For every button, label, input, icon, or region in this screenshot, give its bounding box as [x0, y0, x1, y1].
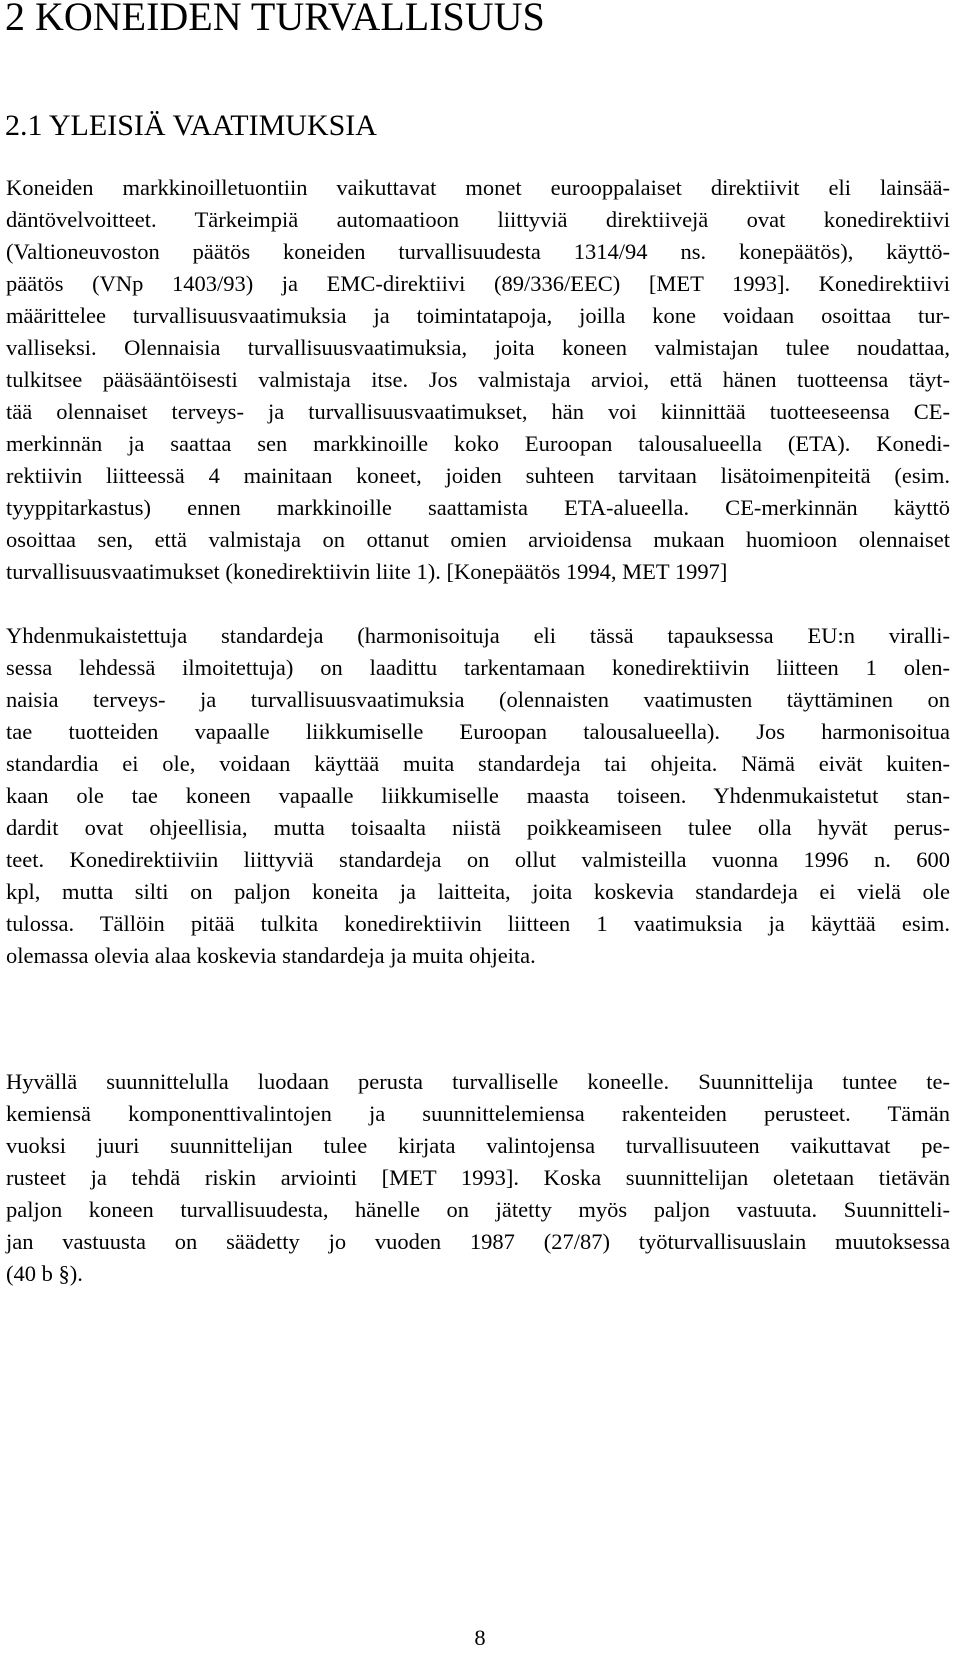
text-line: kpl, mutta silti on paljon koneita ja laitteita, joita koskevia standardeja ei vielä ole — [6, 879, 950, 904]
text-line: naisia terveys- ja turvallisuusvaatimuksia (olennaisten vaatimusten täyttäminen on — [6, 687, 950, 712]
text-line: rusteet ja tehdä riskin arviointi [MET 1993]. Koska suunnittelijan oletetaan tietävän — [6, 1165, 950, 1190]
paragraph-designer — [6, 1066, 950, 1290]
text-line: Koneiden markkinoilletuontiin vaikuttavat monet eurooppalaiset direktiivit eli lainsää- — [6, 175, 950, 200]
paragraph-directives — [6, 172, 950, 588]
text-line: standardia ei ole, voidaan käyttää muita standardeja tai ohjeita. Nämä eivät kuiten- — [6, 751, 950, 776]
text-line: osoittaa sen, että valmistaja on ottanut omien arvioidensa mukaan huomioon olennaiset — [6, 527, 950, 552]
text-line: kaan ole tae koneen vapaalle liikkumiselle maasta toiseen. Yhdenmukaistetut stan- — [6, 783, 950, 808]
text-line: teet. Konedirektiiviin liittyviä standardeja on ollut valmisteilla vuonna 1996 n. 600 — [6, 847, 950, 872]
text-line: tae tuotteiden vapaalle liikkumiselle Euroopan talousalueella). Jos harmonisoitua — [6, 719, 950, 744]
text-line: sessa lehdessä ilmoitettuja) on laadittu tarkentamaan konedirektiivin liitteen 1 olen- — [6, 655, 950, 680]
text-line: tää olennaiset terveys- ja turvallisuusvaatimukset, hän voi kiinnittää tuotteeseensa CE- — [6, 399, 950, 424]
text-line: däntövelvoitteet. Tärkeimpiä automaatioon liittyviä direktiivejä ovat konedirektiivi — [6, 207, 950, 232]
text-line: paljon koneen turvallisuudesta, hänelle on jätetty myös paljon vastuuta. Suunnitteli- — [6, 1197, 950, 1222]
text-line: rektiivin liitteessä 4 mainitaan koneet, joiden suhteen tarvitaan lisätoimenpiteitä (esim. — [6, 463, 950, 488]
text-line: tulkitsee pääsääntöisesti valmistaja itse. Jos valmistaja arvioi, että hänen tuotteensa täyt- — [6, 367, 950, 392]
text-line: Hyvällä suunnittelulla luodaan perusta turvalliselle koneelle. Suunnittelija tuntee te- — [6, 1069, 950, 1094]
page-number: 8 — [474, 1625, 486, 1650]
text-line: dardit ovat ohjeellisia, mutta toisaalta niistä poikkeamiseen tulee olla hyvät perus- — [6, 815, 950, 840]
text-line: tulossa. Tällöin pitää tulkita konedirektiivin liitteen 1 vaatimuksia ja käyttää esim. — [6, 911, 950, 936]
text-line: jan vastuusta on säädetty jo vuoden 1987 (27/87) työturvallisuuslain muutoksessa — [6, 1229, 950, 1254]
text-line: vuoksi juuri suunnittelijan tulee kirjata valintojensa turvallisuuteen vaikuttavat pe- — [6, 1133, 950, 1158]
section-heading: 2.1 YLEISIÄ VAATIMUKSIA — [5, 109, 377, 142]
text-line: turvallisuusvaatimukset (konedirektiivin liite 1). [Konepäätös 1994, MET 1997] — [6, 559, 728, 584]
text-line: Yhdenmukaistettuja standardeja (harmonisoituja eli tässä tapauksessa EU:n viralli- — [6, 623, 950, 648]
chapter-heading: 2 KONEIDEN TURVALLISUUS — [5, 0, 545, 39]
text-line: (Valtioneuvoston päätös koneiden turvallisuudesta 1314/94 ns. konepäätös), käyttö- — [6, 239, 950, 264]
paragraph-standards — [6, 620, 950, 972]
text-line: olemassa olevia alaa koskevia standardeja ja muita ohjeita. — [6, 943, 536, 968]
text-line: määrittelee turvallisuusvaatimuksia ja toimintatapoja, joilla kone voidaan osoittaa tur- — [6, 303, 950, 328]
text-line: merkinnän ja saattaa sen markkinoille koko Euroopan talousalueella (ETA). Konedi- — [6, 431, 950, 456]
text-line: tyyppitarkastus) ennen markkinoille saattamista ETA-alueella. CE-merkinnän käyttö — [6, 495, 950, 520]
text-line: (40 b §). — [6, 1261, 83, 1286]
text-line: kemiensä komponenttivalintojen ja suunnittelemiensa rakenteiden perusteet. Tämän — [6, 1101, 950, 1126]
text-line: valliseksi. Olennaisia turvallisuusvaatimuksia, joita koneen valmistajan tulee noudattaa, — [6, 335, 950, 360]
text-line: päätös (VNp 1403/93) ja EMC-direktiivi (89/336/EEC) [MET 1993]. Konedirektiivi — [6, 271, 950, 296]
